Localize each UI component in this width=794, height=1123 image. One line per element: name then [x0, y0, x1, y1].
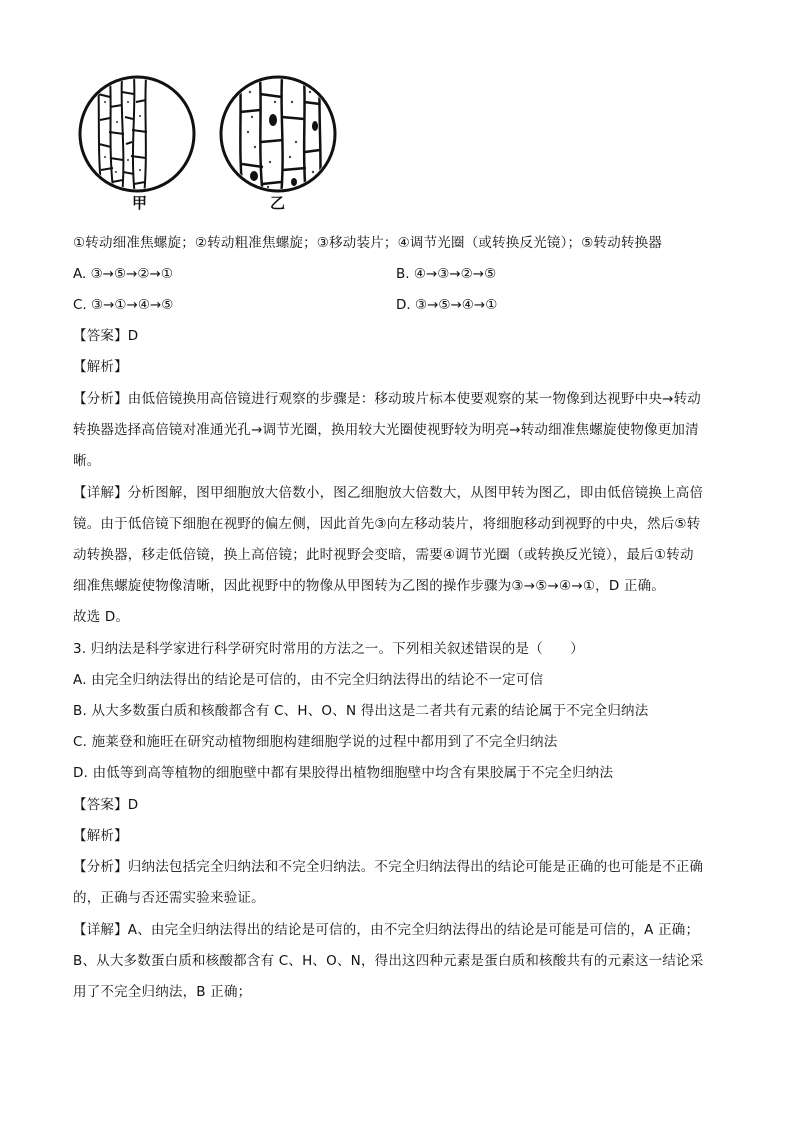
- q2-steps: ①转动细准焦螺旋；②转动粗准焦螺旋；③移动装片；④调节光圈（或转换反光镜）；⑤转动转换器: [73, 235, 663, 251]
- q3-answer: 【答案】D: [73, 797, 139, 813]
- microscope-figure: [70, 72, 340, 222]
- q2-xiangjie-line-1: 【详解】分析图解，图甲细胞放大倍数小，图乙细胞放大倍数大，从图甲转为图乙，即由低倍镜换上高倍: [73, 485, 704, 501]
- q2-xiangjie-line-4: 细准焦螺旋使物像清晰，因此视野中的物像从甲图转为乙图的操作步骤为③→⑤→④→①，D 正确。: [73, 578, 666, 594]
- q3-option-b: B. 从大多数蛋白质和核酸都含有 C、H、O、N 得出这是二者共有元素的结论属于不完全归纳法: [73, 703, 649, 719]
- q3-analysis-heading: 【解析】: [73, 828, 128, 844]
- q2-fenxi-line-2: 转换器选择高倍镜对准通光孔→调节光圈，换用较大光圈使视野较为明亮→转动细准焦螺旋使物像更加清: [73, 422, 699, 438]
- q2-option-d: D. ③→⑤→④→①: [396, 297, 498, 313]
- q2-xiangjie-line-2: 镜。由于低倍镜下细胞在视野的偏左侧，因此首先③向左移动装片，将细胞移动到视野的中央，然后⑤转: [73, 516, 701, 532]
- q3-fenxi-line-1: 【分析】归纳法包括完全归纳法和不完全归纳法。不完全归纳法得出的结论可能是正确的也可能是不正确: [73, 859, 704, 875]
- q3-option-a: A. 由完全归纳法得出的结论是可信的，由不完全归纳法得出的结论不一定可信: [73, 672, 544, 688]
- q2-analysis-heading: 【解析】: [73, 359, 128, 375]
- q2-fenxi-line-1: 【分析】由低倍镜换用高倍镜进行观察的步骤是：移动玻片标本使要观察的某一物像到达视野中央→转动: [73, 391, 702, 407]
- q3-option-c: C. 施莱登和施旺在研究动植物细胞构建细胞学说的过程中都用到了不完全归纳法: [73, 734, 558, 750]
- q2-option-b: B. ④→③→②→⑤: [396, 266, 497, 282]
- view-jia-circle: [80, 77, 194, 197]
- q2-answer: 【答案】D: [73, 328, 139, 344]
- q2-xiangjie-line-3: 动转换器，移走低倍镜，换上高倍镜；此时视野会变暗，需要④调节光圈（或转换反光镜），最后①转动: [73, 547, 694, 563]
- view-yi-circle: [221, 77, 335, 197]
- q3-stem: 3. 归纳法是科学家进行科学研究时常用的方法之一。下列相关叙述错误的是（ ）: [73, 641, 584, 657]
- q2-xiangjie-line-5: 故选 D。: [73, 609, 130, 625]
- q3-fenxi-line-2: 的，正确与否还需实验来验证。: [73, 890, 265, 906]
- q3-option-d: D. 由低等到高等植物的细胞壁中都有果胶得出植物细胞壁中均含有果胶属于不完全归纳法: [73, 765, 614, 781]
- q3-xiangjie-line-3: 用了不完全归纳法，B 正确；: [73, 984, 252, 1000]
- figure-label-jia: 甲: [132, 194, 148, 212]
- figure-label-yi: 乙: [270, 194, 286, 212]
- q2-fenxi-line-3: 晰。: [73, 453, 101, 469]
- q2-option-a: A. ③→⑤→②→①: [73, 266, 173, 282]
- microscope-views-illustration: [70, 72, 340, 222]
- q2-option-c: C. ③→①→④→⑤: [73, 297, 174, 313]
- q3-xiangjie-line-1: 【详解】A、由完全归纳法得出的结论是可信的，由不完全归纳法得出的结论是可能是可信的，A 正确；: [73, 922, 700, 938]
- q3-xiangjie-line-2: B、从大多数蛋白质和核酸都含有 C、H、O、N，得出这四种元素是蛋白质和核酸共有的元素这一结论采: [73, 953, 704, 969]
